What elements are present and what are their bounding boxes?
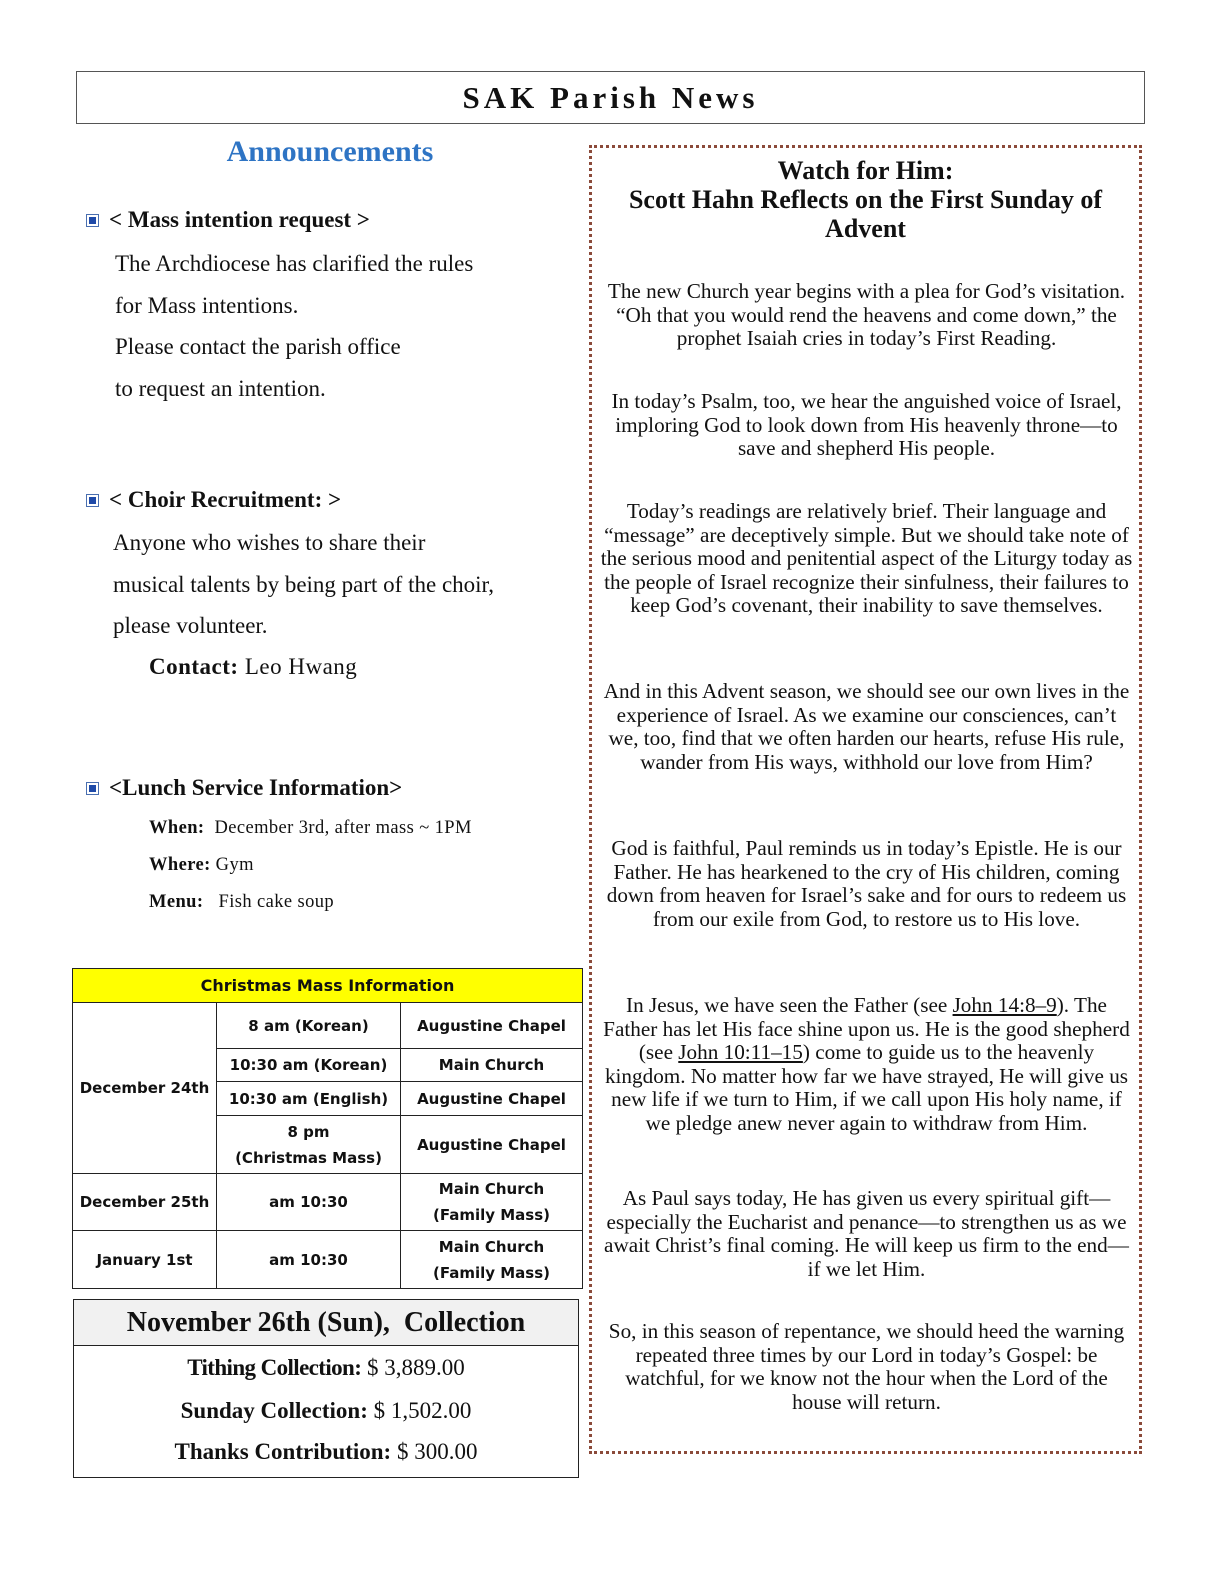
mass-time: am 10:30 — [217, 1231, 401, 1289]
bullet-icon — [86, 782, 99, 795]
body-line: to request an intention. — [115, 375, 326, 401]
when-label: When: — [149, 818, 205, 838]
announcements-title: Announcements — [226, 135, 434, 168]
date-january-1: January 1st — [73, 1231, 217, 1289]
article-title-line: Watch for Him: — [777, 156, 954, 185]
christmas-mass-table — [72, 968, 583, 1289]
article-paragraph: And in this Advent season, we should see our own lives in the experience of Israel. As we examine our consciences, can’t we, too, find that we often harden our hearts, refuse His rule, wander from His ways, withhold our love from Him? — [603, 679, 1130, 774]
bullet-icon — [86, 494, 99, 507]
thanks-label: Thanks Contribution: — [174, 1439, 392, 1464]
mass-place-line: (Family Mass) — [432, 1206, 551, 1224]
article-paragraph: In today’s Psalm, too, we hear the anguished voice of Israel, imploring God to look down from His heavenly throne—to save and shepherd His people. — [611, 389, 1122, 460]
article-box — [589, 145, 1142, 1454]
bullet-icon — [86, 214, 99, 227]
mass-intention-heading-text: < Mass intention request > — [109, 207, 370, 232]
scripture-link-john-14[interactable]: John 14:8–9 — [952, 993, 1057, 1017]
sunday-value: $ 1,502.00 — [367, 1398, 472, 1423]
menu-label: Menu: — [149, 892, 204, 912]
thanks-contribution — [74, 1439, 578, 1465]
article-paragraph: Today’s readings are relatively brief. Their language and “message” are deceptively simple. But we should take note of the serious mood and penitential aspect of the Liturgy today as the people of Israel recognize their sinfulness, their failures to keep God’s covenant, their inability to save themselves. — [600, 499, 1133, 617]
collection-heading: November 26th (Sun), Collection — [74, 1300, 578, 1346]
mass-place-line: Main Church — [438, 1180, 545, 1198]
article-title-line: Scott Hahn Reflects on the First Sunday of — [628, 185, 1103, 214]
paragraph-text: In Jesus, we have seen the Father (see — [626, 993, 953, 1017]
paragraph-text: ). The Father has let His face shine upon us. He is the good shepherd (see — [603, 993, 1130, 1064]
contact-label: Contact: — [149, 654, 239, 679]
body-line: musical talents by being part of the choir, — [113, 571, 495, 597]
newsletter-title: SAK Parish News — [76, 71, 1145, 124]
christmas-table-title: Christmas Mass Information — [73, 969, 583, 1003]
thanks-value: $ 300.00 — [391, 1439, 478, 1464]
choir-contact — [149, 654, 357, 680]
sunday-collection — [74, 1398, 578, 1424]
collection-box — [73, 1299, 579, 1478]
mass-time-line: 8 pm — [287, 1122, 330, 1141]
tithing-label: Tithing Collection: — [187, 1355, 362, 1380]
date-december-25: December 25th — [73, 1174, 217, 1231]
mass-time: 10:30 am (English) — [217, 1082, 401, 1116]
article-paragraph — [600, 994, 1133, 1135]
choir-heading-text: < Choir Recruitment: > — [109, 487, 342, 512]
mass-time: am 10:30 — [217, 1174, 401, 1231]
tithing-value: $ 3,889.00 — [361, 1355, 465, 1380]
mass-place: Augustine Chapel — [401, 1003, 583, 1049]
mass-time: 8 am (Korean) — [217, 1003, 401, 1049]
body-line: Anyone who wishes to share their — [113, 530, 426, 555]
body-line: Please contact the parish office — [115, 334, 401, 359]
mass-intention-heading — [86, 207, 370, 233]
body-line: for Mass intentions. — [115, 292, 299, 318]
mass-place — [401, 1174, 583, 1231]
lunch-heading — [86, 775, 402, 801]
choir-body — [113, 522, 494, 647]
when-value: December 3rd, after mass ~ 1PM — [214, 818, 472, 838]
body-line: The Archdiocese has clarified the rules — [115, 251, 474, 276]
lunch-where — [149, 855, 254, 876]
mass-place: Augustine Chapel — [401, 1116, 583, 1174]
mass-place-line: Main Church — [438, 1237, 545, 1256]
mass-intention-body — [115, 243, 473, 409]
article-paragraph: So, in this season of repentance, we should heed the warning repeated three times by our Lord in today’s Gospel: be watchful, for we know not the hour when the Lord of the house will return. — [608, 1319, 1125, 1414]
lunch-when — [149, 818, 472, 839]
where-value: Gym — [210, 855, 254, 875]
paragraph-text: ) come to guide us to the heavenly kingdom. No matter how far we have strayed, He will give us new life if we turn to Him, if we call upon His holy name, if we pledge anew never again to withdraw from Him. — [604, 1040, 1129, 1135]
article-paragraph: As Paul says today, He has given us every spiritual gift—especially the Eucharist and penance—to strengthen us as we await Christ’s final coming. He will keep us firm to the end—if we let Him. — [604, 1186, 1129, 1281]
mass-time — [217, 1116, 401, 1174]
article-title — [592, 156, 1139, 243]
contact-value: Leo Hwang — [238, 654, 358, 679]
menu-value: Fish cake soup — [218, 892, 335, 912]
article-title-line: Advent — [825, 214, 906, 243]
choir-heading — [86, 487, 341, 513]
tithing-collection — [74, 1355, 578, 1381]
mass-place: Main Church — [401, 1049, 583, 1082]
mass-place — [401, 1231, 583, 1289]
mass-time-line: (Christmas Mass) — [235, 1148, 382, 1167]
lunch-heading-text: <Lunch Service Information> — [109, 775, 403, 800]
lunch-menu — [149, 892, 334, 913]
scripture-link-john-10[interactable]: John 10:11–15 — [678, 1040, 803, 1064]
article-paragraph: God is faithful, Paul reminds us in today’s Epistle. He is our Father. He has hearkened to the cry of His children, coming down from heaven for Israel’s sake and for ours to redeem us from our exile from God, to restore us to His love. — [606, 836, 1127, 931]
where-label: Where: — [149, 855, 211, 875]
date-december-24: December 24th — [73, 1003, 217, 1174]
mass-place: Augustine Chapel — [401, 1082, 583, 1116]
article-paragraph: The new Church year begins with a plea for God’s visitation. “Oh that you would rend the heavens and come down,” the prophet Isaiah cries in today’s First Reading. — [607, 279, 1126, 350]
sunday-label: Sunday Collection: — [180, 1398, 368, 1423]
body-line: please volunteer. — [113, 613, 268, 638]
mass-time: 10:30 am (Korean) — [217, 1049, 401, 1082]
mass-place-line: (Family Mass) — [432, 1263, 551, 1282]
